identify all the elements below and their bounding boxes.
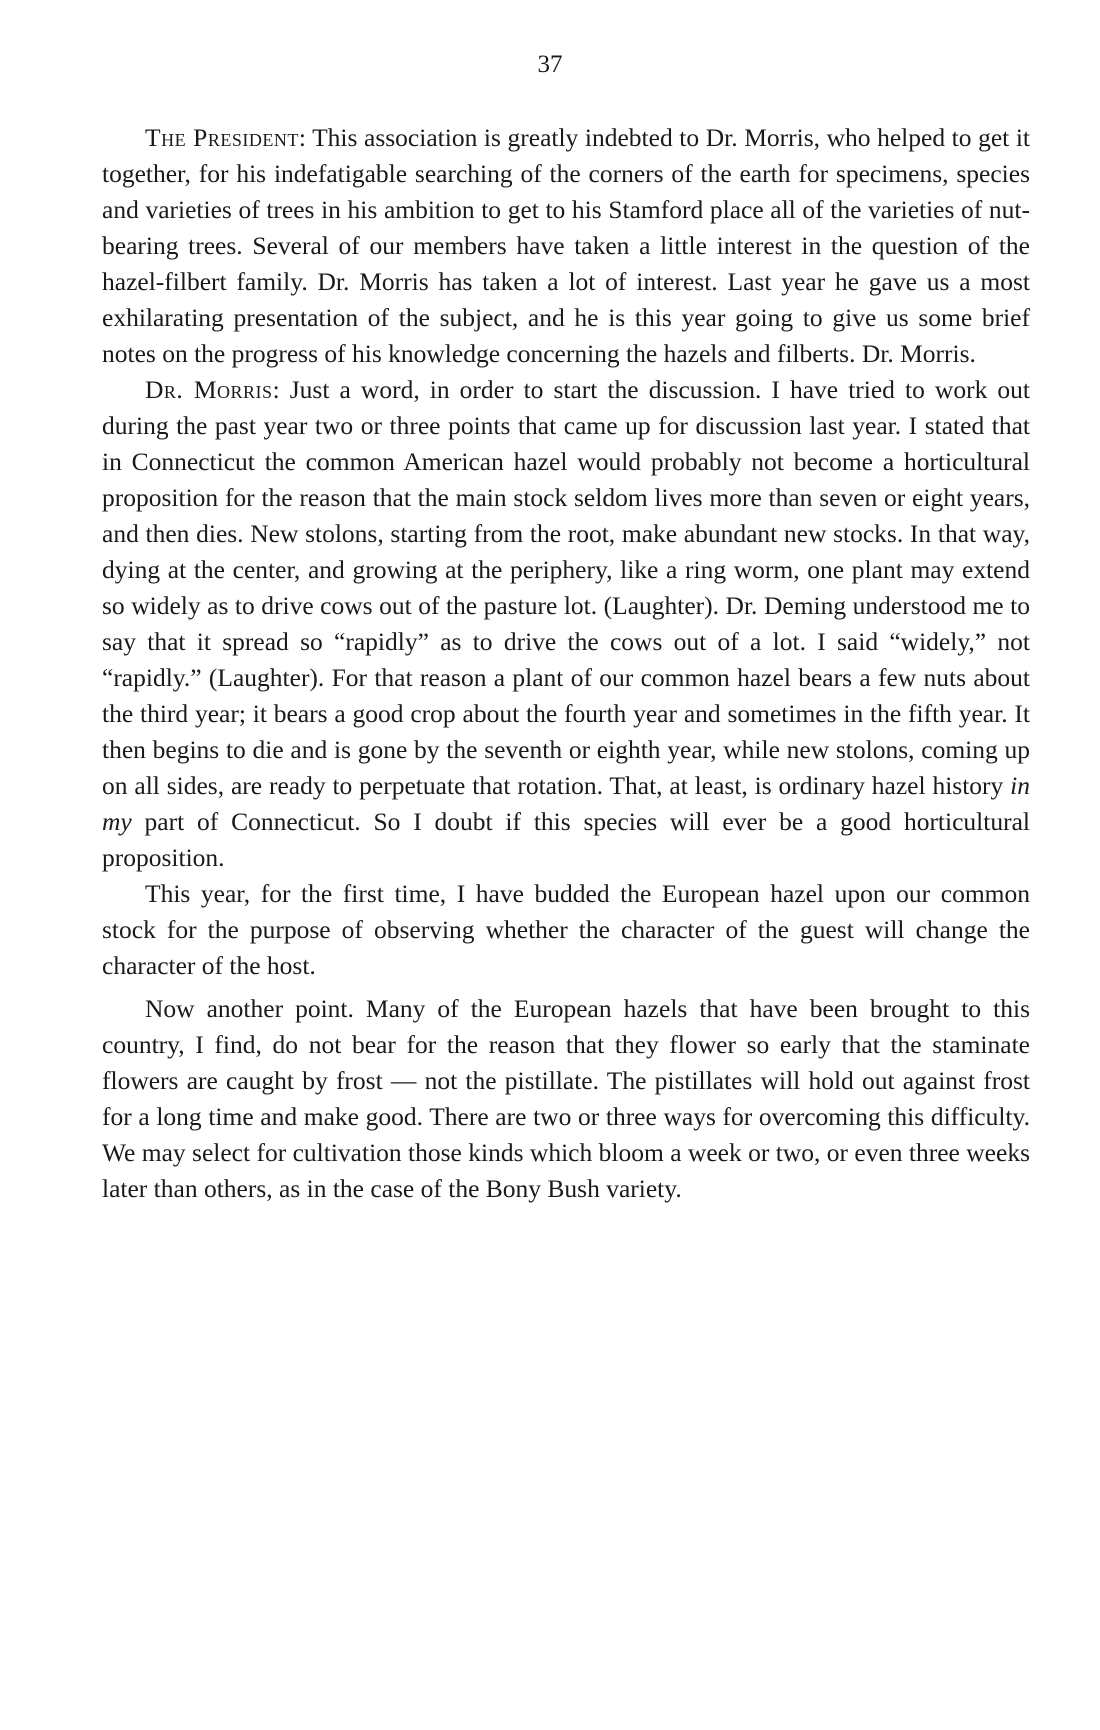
paragraph-budding <box>102 876 1030 984</box>
paragraph-morris <box>102 372 1030 876</box>
body-text <box>102 120 1030 1207</box>
speaker-separator: : <box>272 375 290 404</box>
paragraph-text: This association is greatly indebted to Dr. Morris, who helped to get it together, for his indefatigable searching of the corners of the earth for specimens, species and varieties of trees in his ambition to get to his Stamford place all of the varieties of nut-bearing trees. Several of our members have taken a little interest in the question of the hazel-filbert family. Dr. Morris has taken a lot of interest. Last year he gave us a most exhilarating presentation of the subject, and he is this year going to give us some brief notes on the progress of his knowledge concerning the hazels and filberts. Dr. Morris. <box>102 123 1031 368</box>
speaker-name: The President <box>145 123 299 152</box>
paragraph-text: This year, for the first time, I have budded the European hazel upon our common stock for the purpose of observing whether the character of the guest will change the character of the host. <box>102 879 1030 980</box>
speaker-name: Dr. Morris <box>145 375 273 404</box>
paragraph-text: Just a word, in order to start the discussion. I have tried to work out during the past year two or three points that came up for discussion last year. I stated that in Connecticut the common American hazel would probably not become a horticultural proposition for the reason that the main stock seldom lives more than seven or eight years, and then dies. New stolons, starting from the root, make abundant new stocks. In that way, dying at the center, and growing at the periphery, like a ring worm, one plant may extend so widely as to drive cows out of the pasture lot. (Laughter). Dr. Deming understood me to say that it spread so “rapidly” as to drive the cows out of a lot. I said “widely,” not “rapidly.” (Laughter). For that reason a plant of our common hazel bears a few nuts about the third year; it bears a good crop about the fourth year and sometimes in the fifth year. It then begins to die and is gone by the seventh or eighth year, while new stolons, coming up on all sides, are ready to perpetuate that rotation. That, at least, is ordinary hazel history <box>102 375 1030 800</box>
italic-text: in my <box>102 771 1030 836</box>
paragraph-text-continued: part of Connecticut. So I doubt if this species will ever be a good horticultural proposition. <box>102 807 1030 872</box>
paragraph-president <box>102 120 1030 372</box>
paragraph-text: Now another point. Many of the European hazels that have been brought to this country, I find, do not bear for the reason that they flower so early that the staminate flowers are caught by frost — not the pistillate. The pistillates will hold out against frost for a long time and make good. There are two or three ways for overcoming this difficulty. We may select for cultivation those kinds which bloom a week or two, or even three weeks later than others, as in the case of the Bony Bush variety. <box>102 994 1030 1203</box>
paragraph-european-hazels <box>102 991 1030 1207</box>
speaker-separator: : <box>298 123 313 152</box>
page-number: 37 <box>537 51 563 78</box>
